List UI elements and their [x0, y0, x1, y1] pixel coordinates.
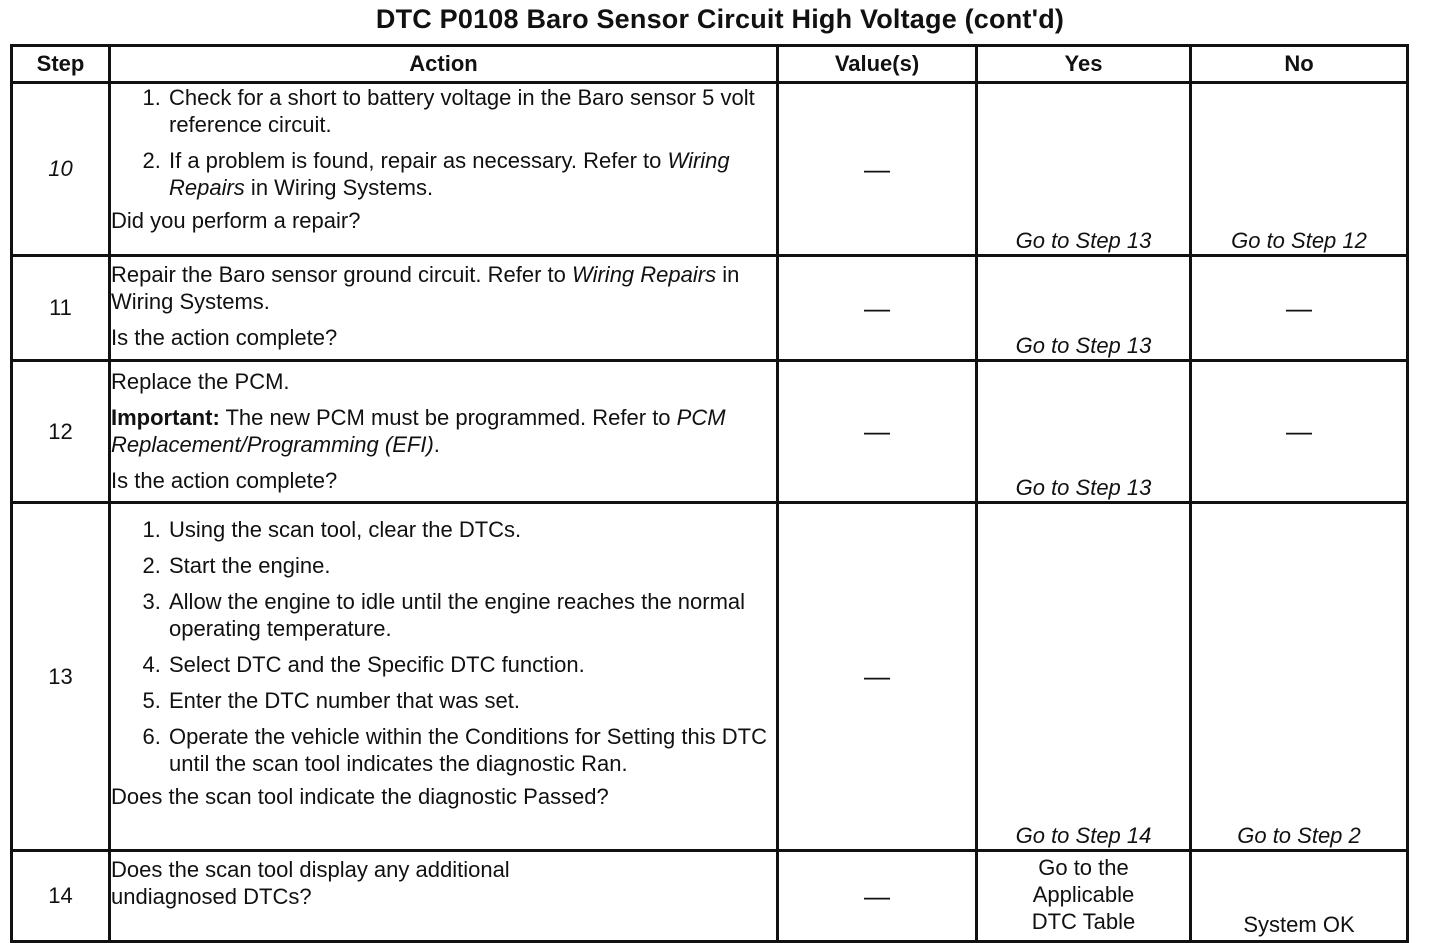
action-item: 2. If a problem is found, repair as necessary. Refer to Wiring Repairs in Wiring Systems. — [167, 147, 776, 201]
header-row — [12, 46, 1408, 83]
yes-cell: Go to Step 13 — [977, 256, 1191, 361]
yes-cell: Go to Step 13 — [977, 361, 1191, 503]
table-row-step-14 — [12, 851, 1408, 942]
action-item: 4. Select DTC and the Specific DTC function. — [167, 651, 776, 678]
header-step: Step — [12, 46, 110, 83]
action-item: 1. Using the scan tool, clear the DTCs. — [167, 516, 776, 543]
no-cell: System OK — [1191, 851, 1408, 942]
important-label: Important: — [111, 405, 220, 430]
action-item: 1. Check for a short to battery voltage in the Baro sensor 5 volt reference circuit. — [167, 84, 776, 138]
header-yes: Yes — [977, 46, 1191, 83]
yes-cell: Go to Step 13 — [977, 83, 1191, 256]
no-cell: — — [1191, 361, 1408, 503]
question-text: Is the action complete? — [111, 325, 338, 350]
reference-link: PCM Replacement/Programming (EFI) — [111, 405, 726, 457]
table-row-step-10 — [12, 83, 1408, 256]
step-number: 14 — [12, 851, 110, 942]
value-cell: — — [778, 256, 977, 361]
yes-cell — [977, 851, 1191, 942]
value-cell: — — [778, 851, 977, 942]
value-cell: — — [778, 83, 977, 256]
action-text: Replace the PCM. — [111, 369, 290, 394]
action-cell — [110, 361, 778, 503]
reference-link: Wiring Repairs — [169, 148, 730, 200]
step-number: 11 — [12, 256, 110, 361]
action-text: Repair the Baro sensor ground circuit. Refer to Wiring Repairs in Wiring Systems. — [111, 262, 740, 314]
action-cell — [110, 256, 778, 361]
no-cell: Go to Step 2 — [1191, 503, 1408, 851]
table-row-step-12 — [12, 361, 1408, 503]
important-note: Important: The new PCM must be programmed. Refer to PCM Replacement/Programming (EFI). — [111, 405, 726, 457]
action-list — [111, 516, 776, 777]
action-cell — [110, 83, 778, 256]
action-list — [111, 84, 776, 201]
header-no: No — [1191, 46, 1408, 83]
step-number: 12 — [12, 361, 110, 503]
question-text: Is the action complete? — [111, 468, 338, 493]
reference-link: Wiring Repairs — [572, 262, 717, 287]
action-item: 2. Start the engine. — [167, 552, 776, 579]
value-cell: — — [778, 503, 977, 851]
action-cell — [110, 503, 778, 851]
action-item: 3. Allow the engine to idle until the engine reaches the normal operating temperature. — [167, 588, 776, 642]
value-cell: — — [778, 361, 977, 503]
action-cell — [110, 851, 778, 942]
table-row-step-11 — [12, 256, 1408, 361]
yes-text: Go to the Applicable DTC Table — [1031, 855, 1136, 934]
step-number: 10 — [12, 83, 110, 256]
diagnostic-table — [10, 44, 1409, 943]
no-cell: Go to Step 12 — [1191, 83, 1408, 256]
step-number: 13 — [12, 503, 110, 851]
header-action: Action — [110, 46, 778, 83]
action-item: 5. Enter the DTC number that was set. — [167, 687, 776, 714]
question-text: Does the scan tool display any additional undiagnosed DTCs? — [111, 857, 510, 909]
no-cell: — — [1191, 256, 1408, 361]
action-item: 6. Operate the vehicle within the Conditions for Setting this DTC until the scan tool indicates the diagnostic Ran. — [167, 723, 776, 777]
table-row-step-13 — [12, 503, 1408, 851]
question-text: Did you perform a repair? — [111, 208, 361, 233]
page-title: DTC P0108 Baro Sensor Circuit High Voltage (cont'd) — [375, 4, 1065, 34]
header-value: Value(s) — [778, 46, 977, 83]
yes-cell: Go to Step 14 — [977, 503, 1191, 851]
question-text: Does the scan tool indicate the diagnostic Passed? — [111, 784, 609, 809]
